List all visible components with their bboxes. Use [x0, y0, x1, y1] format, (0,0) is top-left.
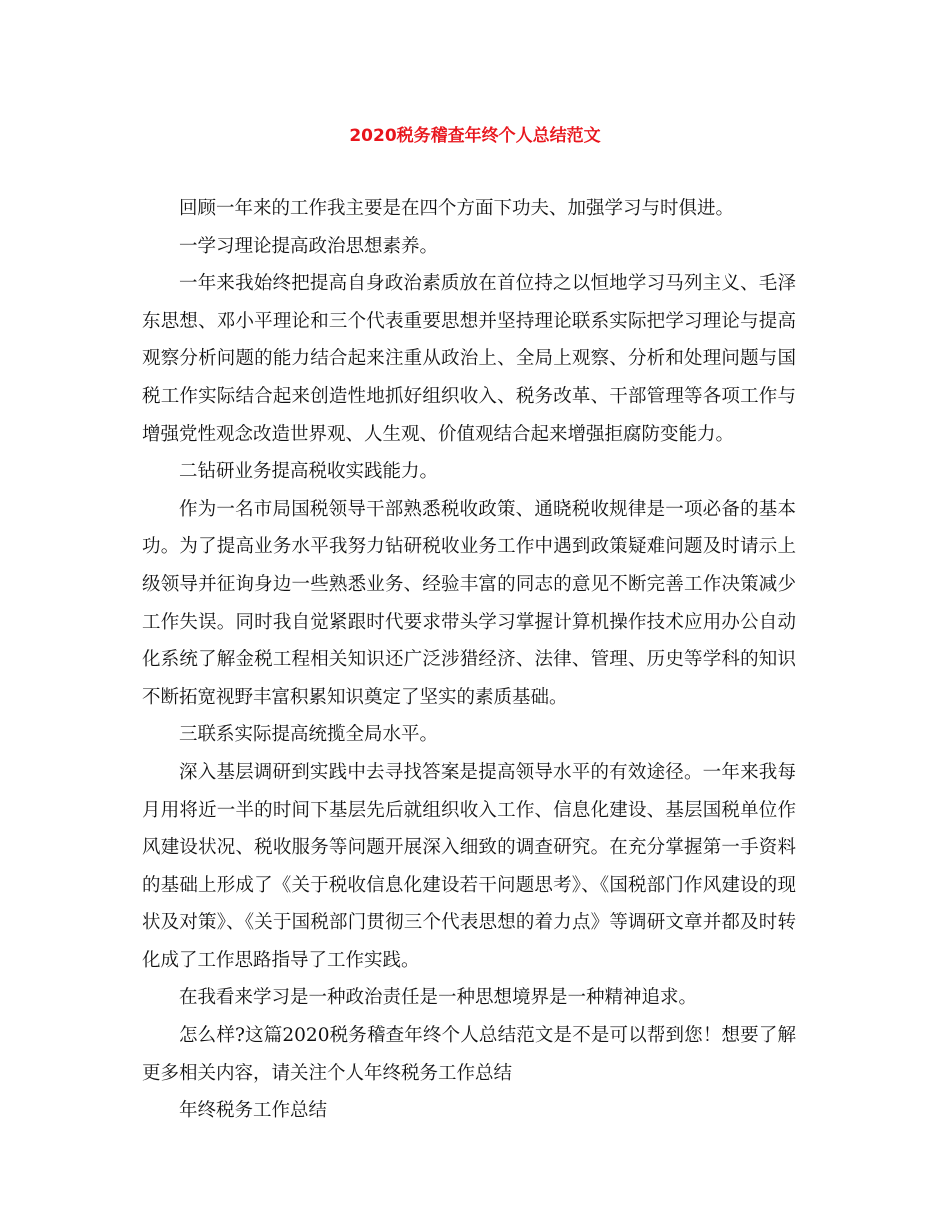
document-title: 2020税务稽查年终个人总结范文: [349, 126, 601, 146]
section-heading-3: 三联系实际提高统揽全局水平。: [179, 724, 439, 746]
paragraph-section-1: 一年来我始终把提高自身政治素质放在首位持之以恒地学习马列主义、毛泽东思想、邓小平理论和三个代表重要思想并坚持理论联系实际把学习理论与提高观察分析问题的能力结合起来注重从政治上、全局上观察、分析和处理问题与国税工作实际结合起来创造性地抓好组织收入、税务改革、干部管理等各项工作与增强党性观念改造世界观、人生观、价值观结合起来增强拒腐防变能力。: [142, 273, 796, 445]
document-body: [142, 190, 796, 1130]
section-heading-2: 二钻研业务提高税收实践能力。: [179, 461, 439, 483]
section-heading-1: 一学习理论提高政治思想素养。: [179, 235, 439, 257]
paragraph-intro: 回顾一年来的工作我主要是在四个方面下功夫、加强学习与时俱进。: [179, 198, 735, 219]
paragraph-related-link: 年终税务工作总结: [179, 1100, 328, 1122]
paragraph-conclusion: 在我看来学习是一种政治责任是一种思想境界是一种精神追求。: [179, 987, 698, 1009]
paragraph-section-2: 作为一名市局国税领导干部熟悉税收政策、通晓税收规律是一项必备的基本功。为了提高业务水平我努力钻研税收业务工作中遇到政策疑难问题及时请示上级领导并征询身边一些熟悉业务、经验丰富的同志的意见不断完善工作决策减少工作失误。同时我自觉紧跟时代要求带头学习掌握计算机操作技术应用办公自动化系统了解金税工程相关知识还广泛涉猎经济、法律、管理、历史等学科的知识不断拓宽视野丰富积累知识奠定了坚实的素质基础。: [142, 498, 796, 708]
paragraph-promo: 怎么样?这篇2020税务稽查年终个人总结范文是不是可以帮到您！想要了解更多相关内容，请关注个人年终税务工作总结: [142, 1025, 796, 1084]
paragraph-section-3: 深入基层调研到实践中去寻找答案是提高领导水平的有效途径。一年来我每月用将近一半的时间下基层先后就组织收入工作、信息化建设、基层国税单位作风建设状况、税收服务等问题开展深入细致的调查研究。在充分掌握第一手资料的基础上形成了《关于税收信息化建设若干问题思考》、《国税部门作风建设的现状及对策》、《关于国税部门贯彻三个代表思想的着力点》等调研文章并都及时转化成了工作思路指导了工作实践。: [142, 761, 796, 971]
